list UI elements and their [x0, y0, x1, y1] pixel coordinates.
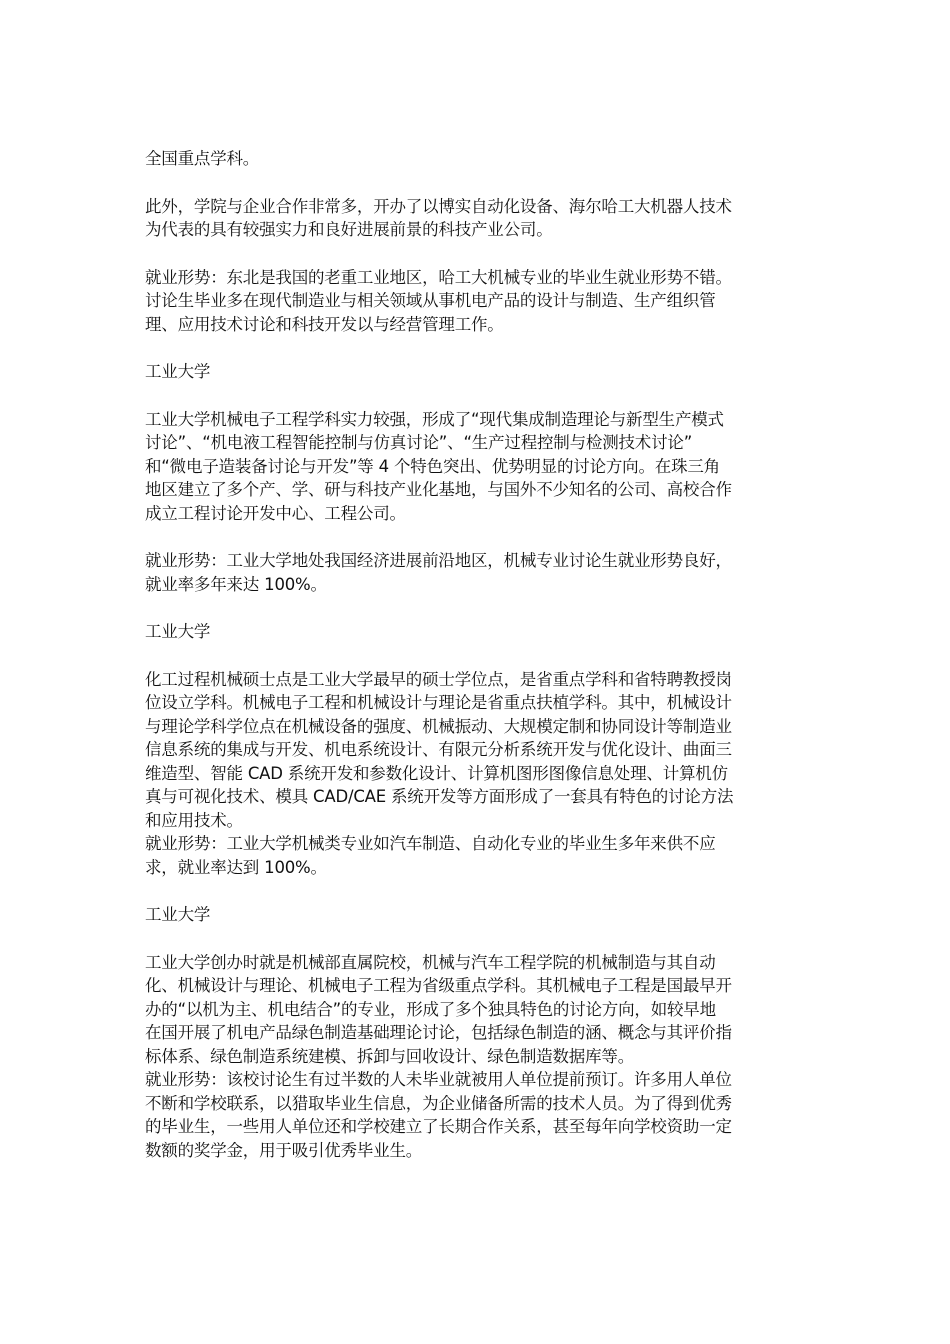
section-heading	[145, 620, 807, 644]
text-line: 化、机械设计与理论、机械电子工程为省级重点学科。其机械电子工程是国最早开	[145, 976, 732, 995]
paragraph	[145, 266, 807, 337]
paragraph	[145, 951, 807, 1069]
text-line: 信息系统的集成与开发、机电系统设计、有限元分析系统开发与优化设计、曲面三	[145, 740, 732, 759]
text-line: 全国重点学科。	[145, 149, 260, 168]
text-line: 和“微电子造装备讨论与开发”等 4 个特色突出、优势明显的讨论方向。在珠三角	[145, 456, 720, 476]
text-line: 不断和学校联系，以猎取毕业生信息，为企业储备所需的技术人员。为了得到优秀	[145, 1093, 732, 1113]
text-line: 就业形势：东北是我国的老重工业地区，哈工大机械专业的毕业生就业形势不错。	[145, 267, 732, 287]
text-line: 地区建立了多个产、学、研与科技产业化基地，与国外不少知名的公司、高校合作	[145, 480, 732, 499]
text-line: 就业率多年来达 100%。	[145, 574, 327, 594]
paragraph	[145, 549, 807, 596]
text-line: 为代表的具有较强实力和良好进展前景的科技产业公司。	[145, 220, 553, 239]
text-line: 此外，学院与企业合作非常多，开办了以博实自动化设备、海尔哈工大机器人技术	[145, 196, 732, 216]
text-line: 的毕业生，一些用人单位还和学校建立了长期合作关系，甚至每年向学校资助一定	[145, 1117, 732, 1136]
paragraph	[145, 195, 807, 242]
text-line: 就业形势：该校讨论生有过半数的人未毕业就被用人单位提前预订。许多用人单位	[145, 1070, 732, 1089]
text-line: 就业形势：工业大学机械类专业如汽车制造、自动化专业的毕业生多年来供不应	[145, 834, 716, 853]
text-line: 讨论生毕业多在现代制造业与相关领域从事机电产品的设计与制造、生产组织管	[145, 291, 716, 310]
text-line: 标体系、绿色制造系统建模、拆卸与回收设计、绿色制造数据库等。	[145, 1046, 635, 1066]
text-line: 和应用技术。	[145, 810, 243, 830]
text-line: 在国开展了机电产品绿色制造基础理论讨论，包括绿色制造的涵、概念与其评价指	[145, 1023, 732, 1042]
text-line: 成立工程讨论开发中心、工程公司。	[145, 503, 406, 523]
document-body	[145, 147, 807, 1162]
text-line: 维造型、智能 CAD 系统开发和参数化设计、计算机图形图像信息处理、计算机仿	[145, 763, 728, 783]
text-line: 工业大学机械电子工程学科实力较强，形成了“现代集成制造理论与新型生产模式	[145, 409, 724, 429]
paragraph	[145, 832, 807, 879]
text-line: 就业形势：工业大学地处我国经济进展前沿地区，机械专业讨论生就业形势良好，	[145, 551, 732, 570]
text-line: 真与可视化技术、模具 CAD/CAE 系统开发等方面形成了一套具有特色的讨论方法	[145, 787, 734, 806]
paragraph	[145, 408, 807, 526]
text-line: 求，就业率达到 100%。	[145, 857, 327, 877]
text-line: 化工过程机械硕士点是工业大学最早的硕士学位点，是省重点学科和省特聘教授岗	[145, 669, 732, 689]
text-line: 讨论”、“机电液工程智能控制与仿真讨论”、“生产过程控制与检测技术讨论”	[145, 433, 693, 452]
paragraph	[145, 147, 807, 171]
text-line: 工业大学	[145, 622, 211, 641]
text-line: 数额的奖学金，用于吸引优秀毕业生。	[145, 1140, 423, 1160]
section-heading	[145, 360, 807, 384]
text-line: 工业大学创办时就是机械部直属院校，机械与汽车工程学院的机械制造与其自动	[145, 952, 716, 972]
paragraph	[145, 1068, 807, 1162]
text-line: 工业大学	[145, 905, 211, 924]
paragraph	[145, 668, 807, 833]
text-line: 理、应用技术讨论和科技开发以与经营管理工作。	[145, 314, 504, 334]
text-line: 办的“以机为主、机电结合”的专业，形成了多个独具特色的讨论方向，如较早地	[145, 999, 716, 1019]
text-line: 工业大学	[145, 362, 211, 381]
text-line: 与理论学科学位点在机械设备的强度、机械振动、大规模定制和协同设计等制造业	[145, 716, 732, 736]
text-line: 位设立学科。机械电子工程和机械设计与理论是省重点扶植学科。其中，机械设计	[145, 693, 732, 712]
section-heading	[145, 903, 807, 927]
